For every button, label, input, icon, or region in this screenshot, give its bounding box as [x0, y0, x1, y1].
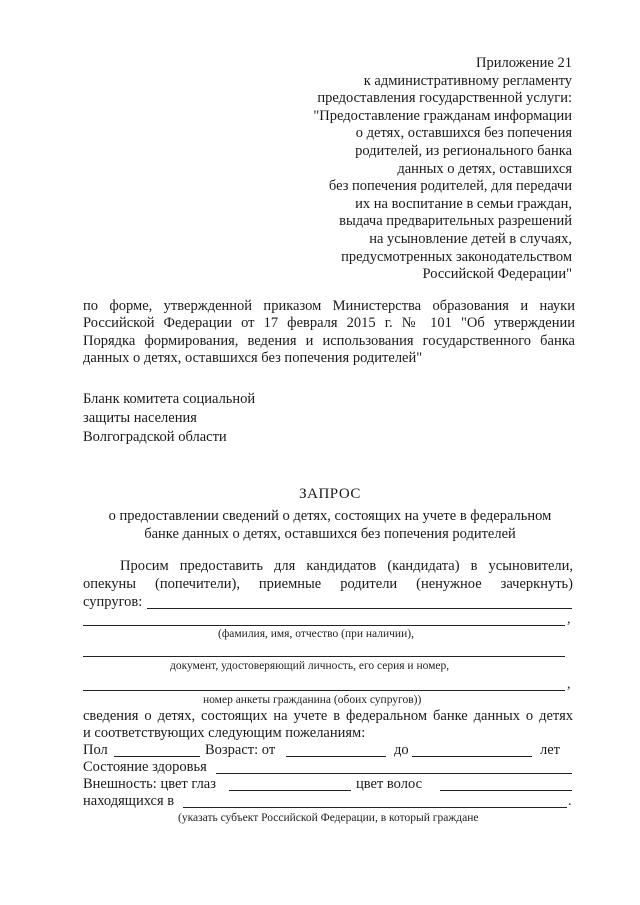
sex-label: Пол [83, 742, 108, 758]
eye-color-input[interactable] [229, 790, 351, 791]
hair-color-label: цвет волос [356, 776, 423, 792]
appendix-line: их на воспитание в семьи граждан, [355, 195, 572, 212]
age-from-input[interactable] [286, 756, 386, 757]
eye-color-label: Внешность: цвет глаз [83, 776, 216, 792]
approved-line: Порядка формирования, ведения и использования государственного банка [83, 332, 575, 349]
age-to-label: до [394, 742, 409, 758]
appendix-line: о детях, оставшихся без попечения [355, 125, 572, 142]
appendix-line: предусмотренных законодательством [341, 248, 572, 265]
appendix-line: к административному регламенту [363, 72, 572, 89]
sex-input[interactable] [114, 756, 200, 757]
comma: , [567, 612, 571, 627]
hair-color-input[interactable] [440, 790, 572, 791]
appendix-line: без попечения родителей, для передачи [328, 178, 572, 195]
document-title: ЗАПРОС [299, 486, 361, 502]
spouses-input-line[interactable] [147, 608, 572, 609]
years-label: лет [540, 742, 561, 758]
fio-hint: (фамилия, имя, отчество (при наличии), [218, 628, 414, 640]
document-hint: документ, удостоверяющий личность, его серия и номер, [170, 660, 450, 672]
period: . [568, 794, 572, 809]
approved-line: данных о детях, оставшихся без попечения родителей" [83, 350, 423, 367]
appendix-line: родителей, из регионального банка [355, 142, 572, 159]
approved-line: по форме, утвержденной приказом Министерства образования и науки [83, 298, 575, 314]
approved-form-note [83, 298, 575, 368]
appendix-line: Приложение 21 [476, 55, 572, 71]
spouses-input-line-2[interactable] [83, 625, 565, 626]
document-subtitle [80, 507, 580, 543]
questionnaire-input-line[interactable] [83, 690, 565, 691]
blank-line: Бланк комитета социальной [83, 391, 256, 407]
appendix-header [250, 55, 572, 284]
appendix-line: выдача предварительных разрешений [339, 213, 572, 230]
info-line: сведения о детях, состоящих на учете в федеральном банке данных о детях [83, 708, 573, 724]
age-to-input[interactable] [412, 756, 532, 757]
approved-line: Российской Федерации от 17 февраля 2015 г. № 101 "Об утверждении [83, 315, 575, 332]
appendix-line: на усыновление детей в случаях, [369, 230, 572, 247]
appendix-line: данных о детях, оставшихся [397, 160, 572, 177]
located-label: находящихся в [83, 793, 175, 809]
appendix-line: Российской Федерации" [422, 266, 572, 283]
info-line: и соответствующих следующим пожеланиям: [83, 725, 366, 741]
subject-hint: (указать субъект Российской Федерации, в который граждане [178, 812, 479, 824]
blank-line: Волгоградской области [83, 429, 227, 445]
appendix-line: "Предоставление гражданам информации [313, 107, 572, 124]
subtitle-line: банке данных о детях, оставшихся без попечения родителей [144, 526, 516, 542]
appendix-line: предоставления государственной услуги: [317, 90, 572, 107]
health-label: Состояние здоровья [83, 759, 207, 775]
blank-line: защиты населения [83, 410, 197, 426]
health-input[interactable] [216, 773, 572, 774]
request-line: опекуны (попечители), приемные родители (ненужное зачеркнуть) [83, 576, 573, 592]
document-input-line[interactable] [83, 656, 565, 657]
letterhead-blank [83, 390, 255, 447]
request-line: Просим предоставить для кандидатов (кандидата) в усыновители, [120, 558, 573, 574]
questionnaire-hint: номер анкеты гражданина (обоих супругов)) [203, 694, 422, 706]
subtitle-line: о предоставлении сведений о детях, состоящих на учете в федеральном [108, 508, 552, 524]
age-from-label: Возраст: от [205, 742, 276, 758]
comma: , [567, 677, 571, 692]
spouses-label: супругов: [83, 594, 143, 610]
located-input[interactable] [183, 807, 567, 808]
